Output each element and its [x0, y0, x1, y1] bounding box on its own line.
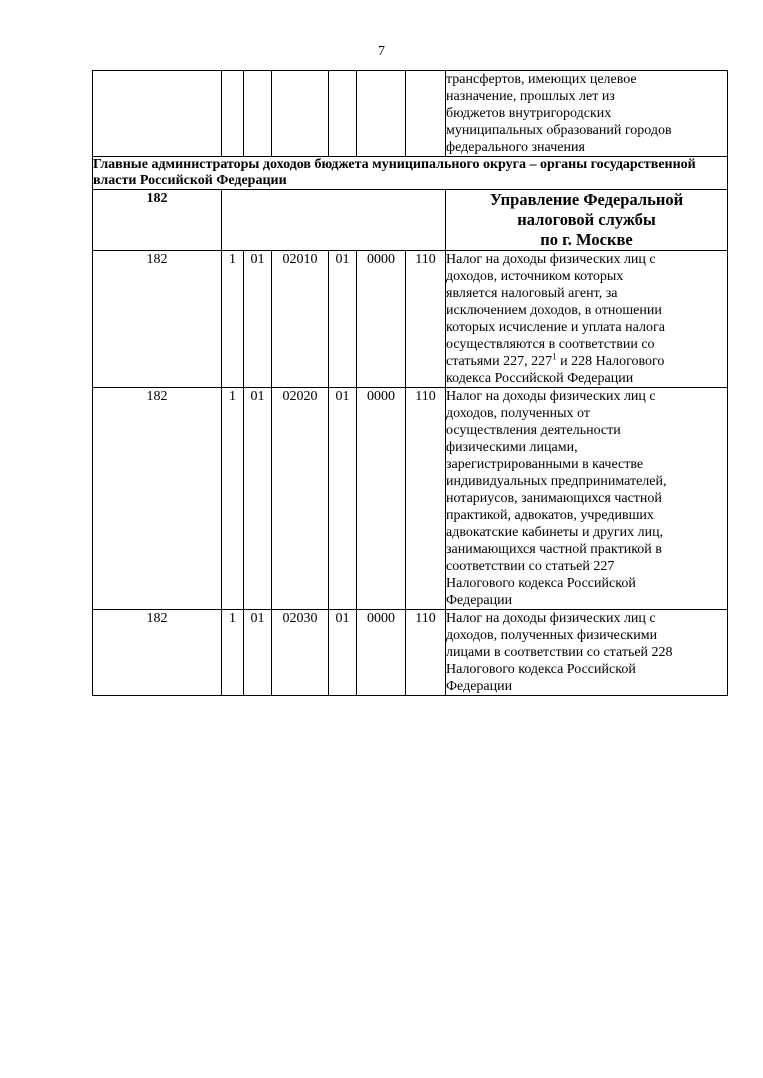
description-line: назначение, прошлых лет из [446, 89, 615, 104]
group-cell: 1 [222, 610, 244, 696]
element-cell: 01 [329, 251, 357, 388]
classification-cell: 110 [406, 251, 446, 388]
section-heading: Главные администраторы доходов бюджета муниципального округа – органы государственной власти Российской Федерации [93, 157, 728, 190]
superscript: 1 [552, 351, 557, 362]
continued-row [93, 71, 728, 157]
revenue-administrators-table [92, 70, 728, 696]
administrator-name: Управление Федеральной налоговой службы по г. Москве [446, 190, 728, 251]
description-line: лицами в соответствии со статьей 228 [446, 645, 673, 660]
admin-code-cell: 182 [93, 251, 222, 388]
description-line: доходов, источником которых [446, 269, 624, 284]
description-line: муниципальных образований городов [446, 123, 672, 138]
table-row [93, 388, 728, 610]
subgroup-cell: 01 [244, 388, 272, 610]
element-cell: 01 [329, 610, 357, 696]
program-cell: 0000 [357, 251, 406, 388]
description-line: Федерации [446, 593, 513, 608]
section-heading-row [93, 157, 728, 190]
description-line: практикой, адвокатов, учредивших [446, 508, 654, 523]
description-line: осуществляются в соответствии со [446, 337, 655, 352]
admin-code-cell: 182 [93, 388, 222, 610]
description-line: Налог на доходы физических лиц с [446, 389, 656, 404]
group-cell: 1 [222, 251, 244, 388]
article-cell: 02030 [272, 610, 329, 696]
subgroup-cell: 01 [244, 610, 272, 696]
description-line: бюджетов внутригородских [446, 106, 612, 121]
article-cell: 02010 [272, 251, 329, 388]
admin-code-cell [93, 71, 222, 157]
description-line: соответствии со статьей 227 [446, 559, 615, 574]
administrator-row [93, 190, 728, 251]
description-line: индивидуальных предпринимателей, [446, 474, 667, 489]
description-cell [446, 251, 728, 388]
description-cell [446, 388, 728, 610]
description-cell [446, 71, 728, 157]
article-cell: 02020 [272, 388, 329, 610]
table-row [93, 610, 728, 696]
description-cell [446, 610, 728, 696]
description-line: занимающихся частной практикой в [446, 542, 662, 557]
description-line: Налогового кодекса Российской [446, 576, 636, 591]
description-line: Налог на доходы физических лиц с [446, 611, 656, 626]
description-line: статьями 227, $227^1$ и 228 Налогового [446, 351, 665, 369]
description-line: является налоговый агент, за [446, 286, 618, 301]
description-line: Налог на доходы физических лиц с [446, 252, 656, 267]
description-line: нотариусов, занимающихся частной [446, 491, 662, 506]
description-line: кодекса Российской Федерации [446, 371, 634, 386]
description-line: Налогового кодекса Российской [446, 662, 636, 677]
description-line: доходов, полученных физическими [446, 628, 658, 643]
description-line: зарегистрированными в качестве [446, 457, 644, 472]
description-line: которых исчисление и уплата налога [446, 320, 665, 335]
description-line: адвокатские кабинеты и других лиц, [446, 525, 664, 540]
classification-cell: 110 [406, 610, 446, 696]
program-cell: 0000 [357, 388, 406, 610]
group-cell: 1 [222, 388, 244, 610]
description-line: трансфертов, имеющих целевое [446, 72, 637, 87]
description-line: исключением доходов, в отношении [446, 303, 662, 318]
page-number: 7 [378, 44, 385, 59]
admin-code-cell: 182 [93, 190, 222, 251]
element-cell: 01 [329, 388, 357, 610]
description-line: доходов, полученных от [446, 406, 590, 421]
description-line: физическими лицами, [446, 440, 578, 455]
admin-code-cell: 182 [93, 610, 222, 696]
table-row [93, 251, 728, 388]
classification-cell: 110 [406, 388, 446, 610]
program-cell: 0000 [357, 610, 406, 696]
description-line: федерального значения [446, 140, 585, 155]
description-line: осуществления деятельности [446, 423, 621, 438]
subgroup-cell: 01 [244, 251, 272, 388]
description-line: Федерации [446, 679, 513, 694]
